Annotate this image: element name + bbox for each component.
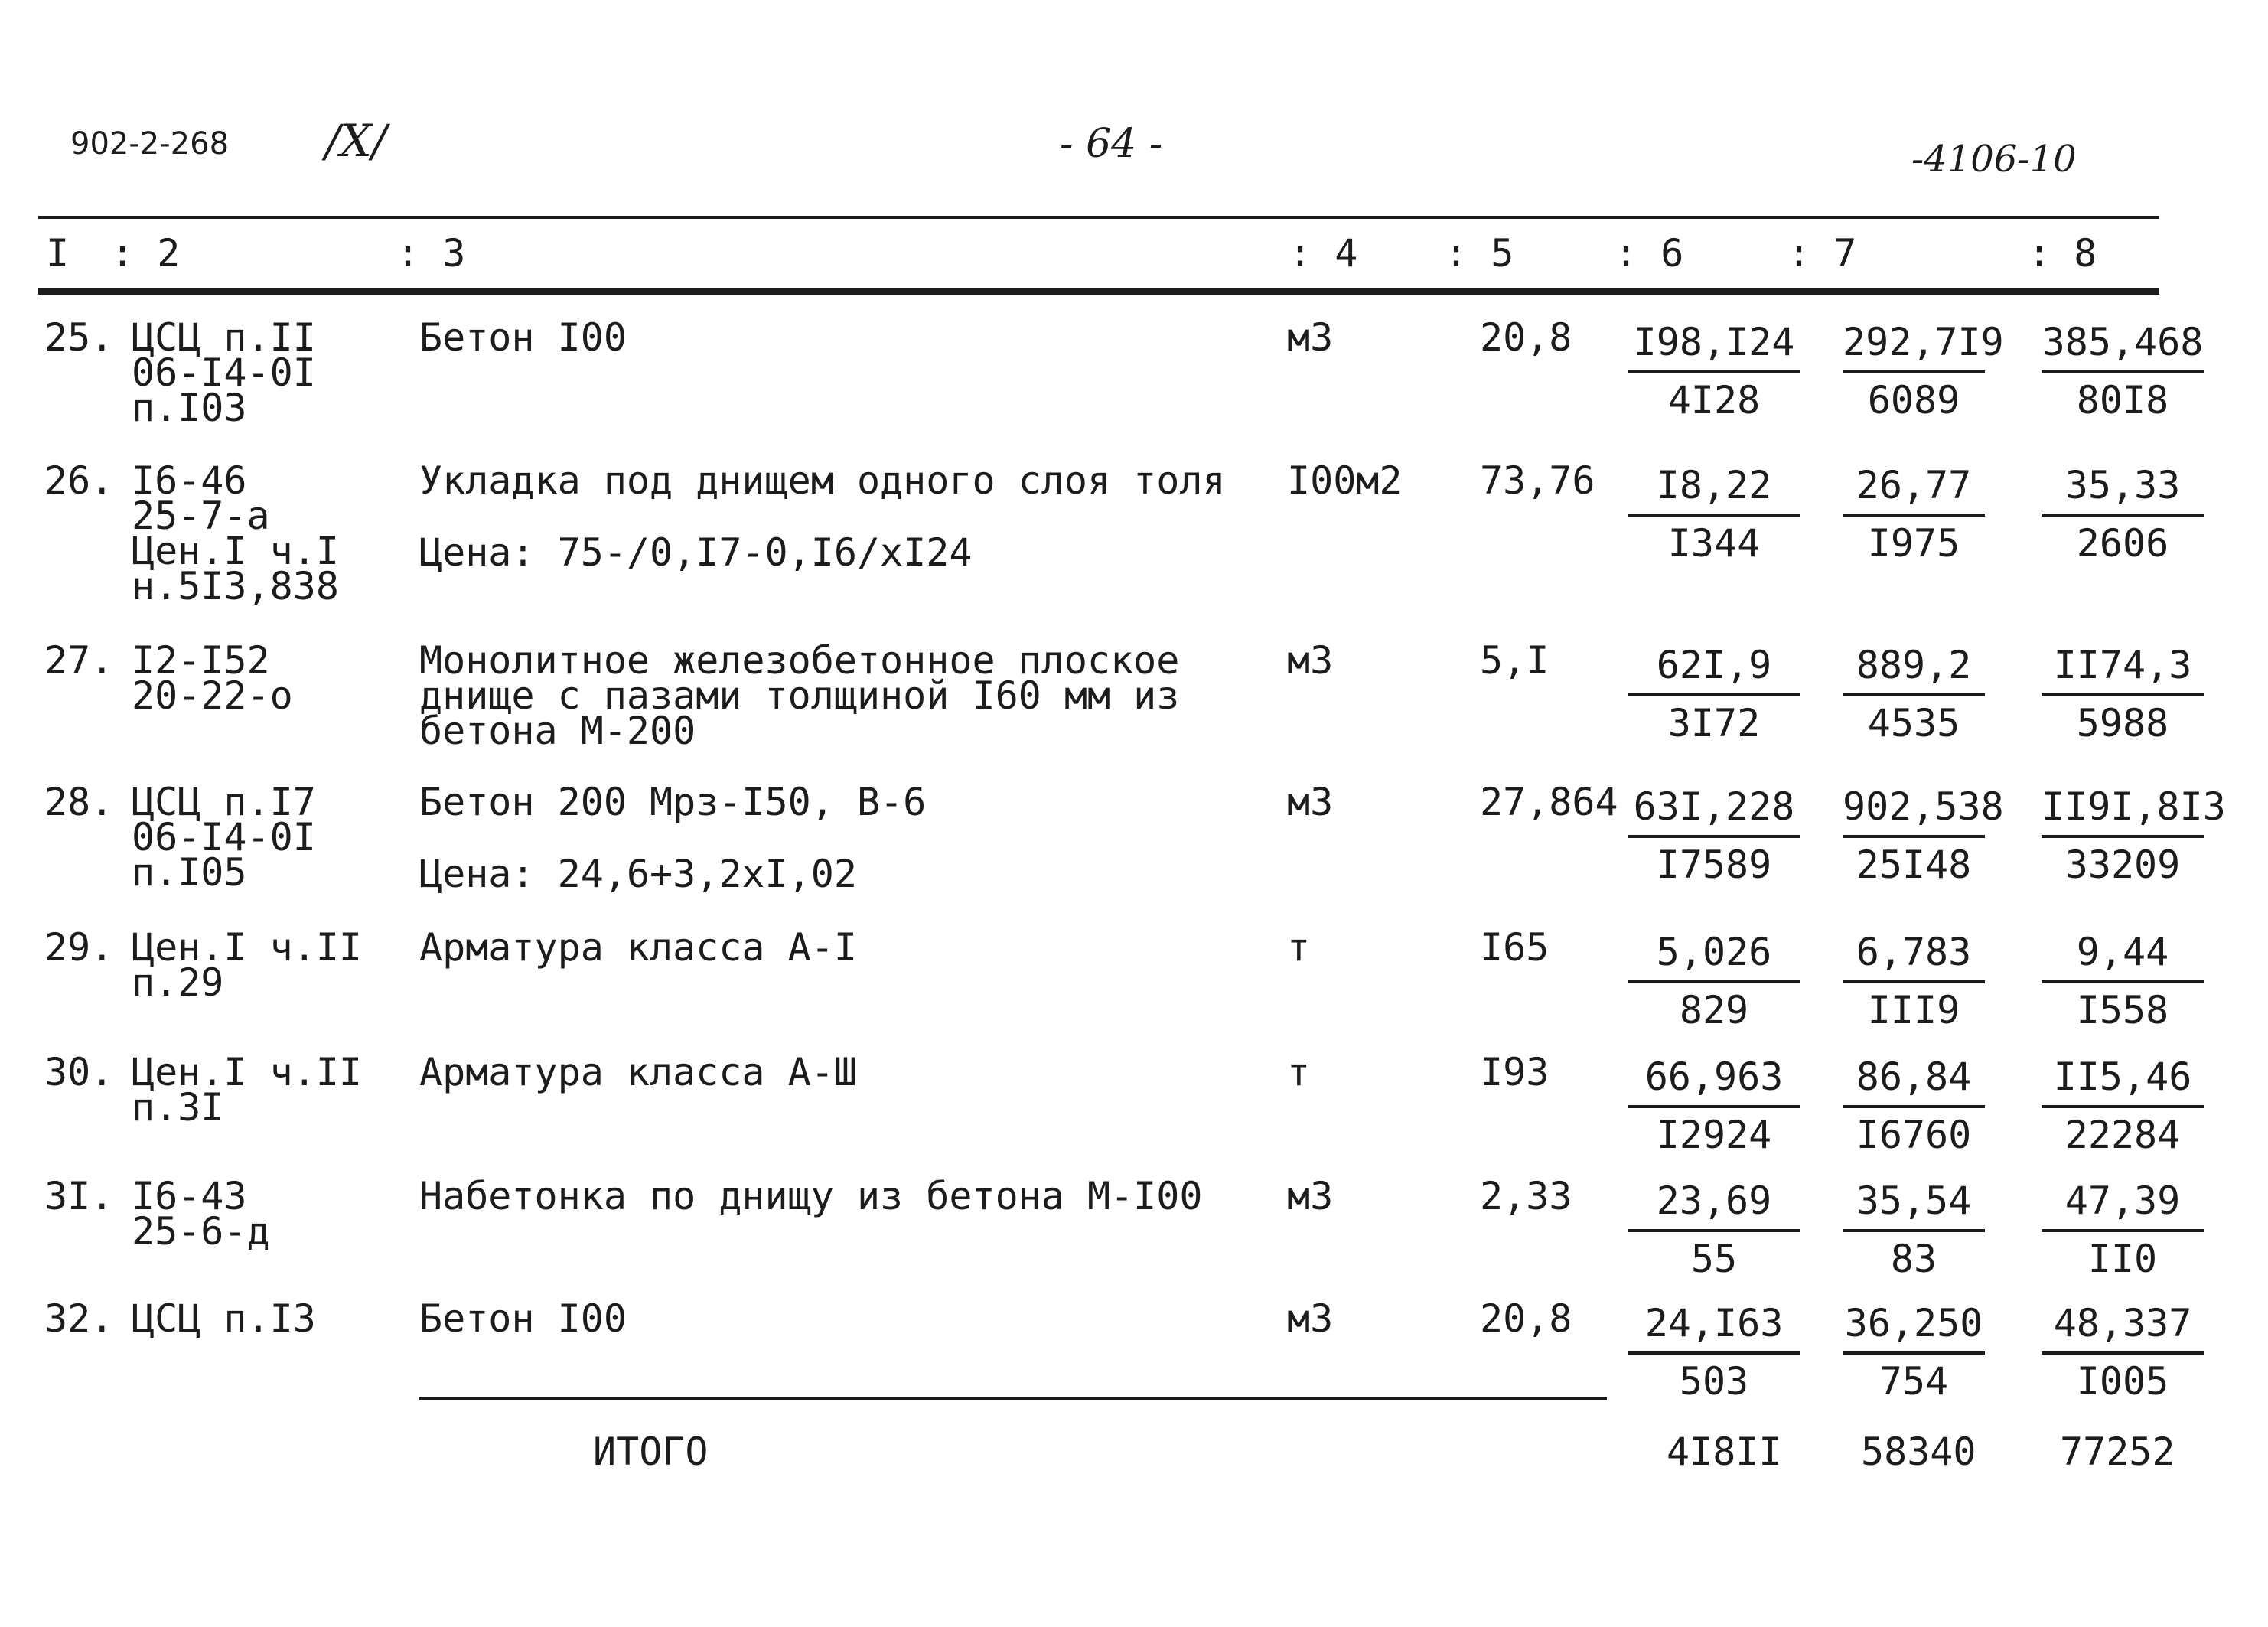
price-c6 [1628, 1179, 1800, 1281]
row-number: 28. [44, 780, 114, 824]
total-cost: III9 [1867, 988, 1960, 1032]
fraction-bar [1843, 1351, 1985, 1355]
unit-price: 292,7I9 [1843, 320, 2004, 364]
price-c7 [1843, 1301, 1985, 1404]
total-cost: I975 [1867, 521, 1960, 566]
norm-code-line: Цен.I ч.II [132, 1050, 363, 1094]
price-c7 [1843, 930, 1985, 1032]
work-description [419, 638, 1180, 753]
col-header-1: I [46, 231, 70, 276]
total-cost: I344 [1667, 521, 1761, 566]
total-cost: 25I48 [1856, 843, 1972, 887]
unit-price: 63I,228 [1633, 784, 1795, 829]
fraction-bar [1628, 693, 1800, 696]
total-cost: 4I28 [1667, 378, 1761, 422]
total-col7: 58340 [1861, 1430, 1976, 1474]
unit-price: 36,250 [1844, 1301, 1983, 1345]
unit-price: 5,026 [1656, 930, 1772, 974]
unit-price: 35,33 [2064, 463, 2181, 507]
fraction-bar [1628, 370, 1800, 373]
unit-price: 385,468 [2042, 320, 2204, 364]
unit-price: II74,3 [2053, 643, 2192, 687]
norm-code-line: 25-7-а [132, 494, 270, 538]
sheet-number: -4106-10 [1911, 138, 2077, 181]
total-cost: 6089 [1867, 378, 1960, 422]
total-cost: 83 [1890, 1237, 1937, 1281]
document-code: 902-2-268 [70, 126, 230, 161]
norm-code-line: ЦСЦ п.II [132, 315, 316, 360]
unit-price: 48,337 [2053, 1301, 2192, 1345]
fraction-bar [1628, 835, 1800, 838]
row-number: 30. [44, 1050, 114, 1094]
fraction-bar [2042, 1105, 2204, 1108]
unit-price: 26,77 [1856, 463, 1972, 507]
norm-code-line: Цен.I ч.I [132, 529, 339, 573]
col-header-6: : 6 [1615, 231, 1684, 276]
norm-code [132, 1174, 270, 1254]
norm-code [132, 925, 363, 1005]
fraction-bar [2042, 370, 2204, 373]
total-cost: I7589 [1656, 843, 1772, 887]
table-header-rule [38, 288, 2159, 295]
quantity: I93 [1480, 1050, 1549, 1094]
norm-code-line: п.I03 [132, 386, 247, 430]
norm-code-line: 06-I4-0I [132, 815, 316, 859]
norm-code [132, 780, 316, 895]
price-c8 [2042, 1055, 2204, 1157]
norm-code-line: 06-I4-0I [132, 351, 316, 395]
norm-code [132, 458, 339, 608]
description-line: Бетон I00 [419, 1296, 627, 1341]
table-top-rule [38, 216, 2159, 219]
fraction-bar [1843, 980, 1985, 983]
row-number: 29. [44, 925, 114, 970]
unit-price: 24,I63 [1644, 1301, 1784, 1345]
work-description [419, 1296, 627, 1341]
description-line: Укладка под днищем одного слоя толя [419, 458, 1226, 503]
norm-code [132, 1296, 316, 1341]
norm-code-line: н.5I3,838 [132, 564, 339, 608]
unit: т [1287, 1050, 1311, 1094]
description-line: бетона М-200 [419, 709, 696, 753]
work-description [419, 1050, 857, 1094]
fraction-bar [1843, 514, 1985, 517]
unit-price: 902,538 [1843, 784, 2004, 829]
description-line: Арматура класса А-I [419, 925, 857, 970]
col-header-8: : 8 [2028, 231, 2097, 276]
work-description [419, 780, 927, 896]
col-header-2: : 2 [111, 231, 181, 276]
norm-code-line: п.3I [132, 1085, 224, 1130]
norm-code [132, 1050, 363, 1130]
price-c8 [2042, 784, 2226, 887]
quantity: 73,76 [1480, 458, 1595, 503]
norm-code-line: ЦСЦ п.I3 [132, 1296, 316, 1341]
total-cost: 829 [1679, 988, 1749, 1032]
price-c7 [1843, 463, 1985, 566]
description-line: Бетон 200 Мрз-I50, В-6 [419, 780, 927, 824]
total-cost: 754 [1879, 1359, 1949, 1404]
row-number: 26. [44, 458, 114, 503]
unit: м3 [1287, 315, 1334, 360]
fraction-bar [1628, 1351, 1800, 1355]
work-description [419, 1174, 1203, 1218]
total-rule [419, 1397, 1607, 1400]
description-line: днище с пазами толщиной I60 мм из [419, 673, 1180, 718]
price-c7 [1843, 320, 2004, 422]
price-c8 [2042, 1301, 2204, 1404]
unit: т [1287, 925, 1311, 970]
total-cost: 4535 [1867, 701, 1960, 745]
description-line: Набетонка по днищу из бетона М-I00 [419, 1174, 1203, 1218]
total-cost: 80I8 [2076, 378, 2169, 422]
fraction-bar [1843, 835, 1985, 838]
total-cost: I005 [2076, 1359, 2169, 1404]
price-note: Цена: 24,6+3,2хI,02 [419, 852, 857, 896]
total-col6: 4I8II [1667, 1430, 1782, 1474]
total-cost: 5988 [2076, 701, 2169, 745]
quantity: I65 [1480, 925, 1549, 970]
unit: м3 [1287, 1174, 1334, 1218]
unit: I00м2 [1287, 458, 1403, 503]
total-label: ИТОГО [593, 1430, 709, 1474]
norm-code-line: п.I05 [132, 850, 247, 895]
fraction-bar [1843, 1229, 1985, 1232]
unit-price: II9I,8I3 [2042, 784, 2226, 829]
unit-price: 62I,9 [1656, 643, 1772, 687]
fraction-bar [2042, 835, 2204, 838]
price-c8 [2042, 930, 2204, 1032]
total-cost: II0 [2087, 1237, 2158, 1281]
price-c6 [1628, 1301, 1800, 1404]
row-number: 32. [44, 1296, 114, 1341]
work-description [419, 315, 627, 360]
unit: м3 [1287, 638, 1334, 683]
row-number: 25. [44, 315, 114, 360]
quantity: 20,8 [1480, 315, 1572, 360]
fraction-bar [1628, 980, 1800, 983]
fraction-bar [2042, 1229, 2204, 1232]
fraction-bar [2042, 1351, 2204, 1355]
unit-price: 35,54 [1856, 1179, 1972, 1223]
unit-price: II5,46 [2053, 1055, 2192, 1099]
row-number: 27. [44, 638, 114, 683]
total-col8: 77252 [2060, 1430, 2175, 1474]
price-c7 [1843, 1055, 1985, 1157]
total-cost: 503 [1679, 1359, 1749, 1404]
description-line: Монолитное железобетонное плоское [419, 638, 1180, 683]
unit: м3 [1287, 1296, 1334, 1341]
total-cost: 55 [1690, 1237, 1738, 1281]
price-c7 [1843, 1179, 1985, 1281]
norm-code [132, 315, 316, 430]
total-cost: I2924 [1656, 1113, 1772, 1157]
price-c7 [1843, 643, 1985, 745]
fraction-bar [1628, 514, 1800, 517]
price-c6 [1628, 463, 1800, 566]
price-c6 [1628, 320, 1800, 422]
unit-price: I8,22 [1656, 463, 1772, 507]
price-c8 [2042, 643, 2204, 745]
total-cost: 22284 [2064, 1113, 2181, 1157]
norm-code-line: Цен.I ч.II [132, 925, 363, 970]
price-c8 [2042, 320, 2204, 422]
norm-code-line: I6-46 [132, 458, 247, 503]
unit-price: 47,39 [2064, 1179, 2181, 1223]
price-c7 [1843, 784, 2004, 887]
work-description [419, 925, 857, 970]
unit-price: 66,963 [1644, 1055, 1784, 1099]
quantity: 5,I [1480, 638, 1549, 683]
norm-code-line: 20-22-о [132, 673, 293, 718]
fraction-bar [2042, 693, 2204, 696]
col-header-3: : 3 [396, 231, 466, 276]
col-header-4: : 4 [1289, 231, 1358, 276]
total-cost: 3I72 [1667, 701, 1761, 745]
norm-code-line: ЦСЦ п.I7 [132, 780, 316, 824]
norm-code-line: I2-I52 [132, 638, 270, 683]
fraction-bar [2042, 514, 2204, 517]
price-c6 [1628, 930, 1800, 1032]
unit-price: I98,I24 [1633, 320, 1795, 364]
description-line: Арматура класса А-Ш [419, 1050, 857, 1094]
unit-price: 23,69 [1656, 1179, 1772, 1223]
work-description [419, 458, 1226, 575]
fraction-bar [2042, 980, 2204, 983]
total-cost: 33209 [2064, 843, 2181, 887]
description-line: Бетон I00 [419, 315, 627, 360]
page-number: - 64 - [1060, 121, 1163, 167]
norm-code-line: I6-43 [132, 1174, 247, 1218]
price-c6 [1628, 1055, 1800, 1157]
fraction-bar [1843, 370, 1985, 373]
price-c6 [1628, 784, 1800, 887]
total-cost: I558 [2076, 988, 2169, 1032]
fraction-bar [1628, 1105, 1800, 1108]
price-c6 [1628, 643, 1800, 745]
col-header-7: : 7 [1787, 231, 1857, 276]
section-mark: /X/ [325, 115, 387, 167]
norm-code-line: п.29 [132, 960, 224, 1005]
fraction-bar [1843, 693, 1985, 696]
quantity: 2,33 [1480, 1174, 1572, 1218]
row-number: 3I. [44, 1174, 114, 1218]
fraction-bar [1628, 1229, 1800, 1232]
quantity: 27,864 [1480, 780, 1618, 824]
price-c8 [2042, 463, 2204, 566]
unit-price: 889,2 [1856, 643, 1972, 687]
fraction-bar [1843, 1105, 1985, 1108]
price-c8 [2042, 1179, 2204, 1281]
unit-price: 6,783 [1856, 930, 1972, 974]
quantity: 20,8 [1480, 1296, 1572, 1341]
col-header-5: : 5 [1445, 231, 1514, 276]
norm-code-line: 25-6-д [132, 1209, 270, 1254]
unit-price: 86,84 [1856, 1055, 1972, 1099]
price-note: Цена: 75-/0,I7-0,I6/хI24 [419, 530, 973, 575]
unit-price: 9,44 [2076, 930, 2169, 974]
norm-code [132, 638, 293, 718]
total-cost: I6760 [1856, 1113, 1972, 1157]
unit: м3 [1287, 780, 1334, 824]
total-cost: 2606 [2076, 521, 2169, 566]
